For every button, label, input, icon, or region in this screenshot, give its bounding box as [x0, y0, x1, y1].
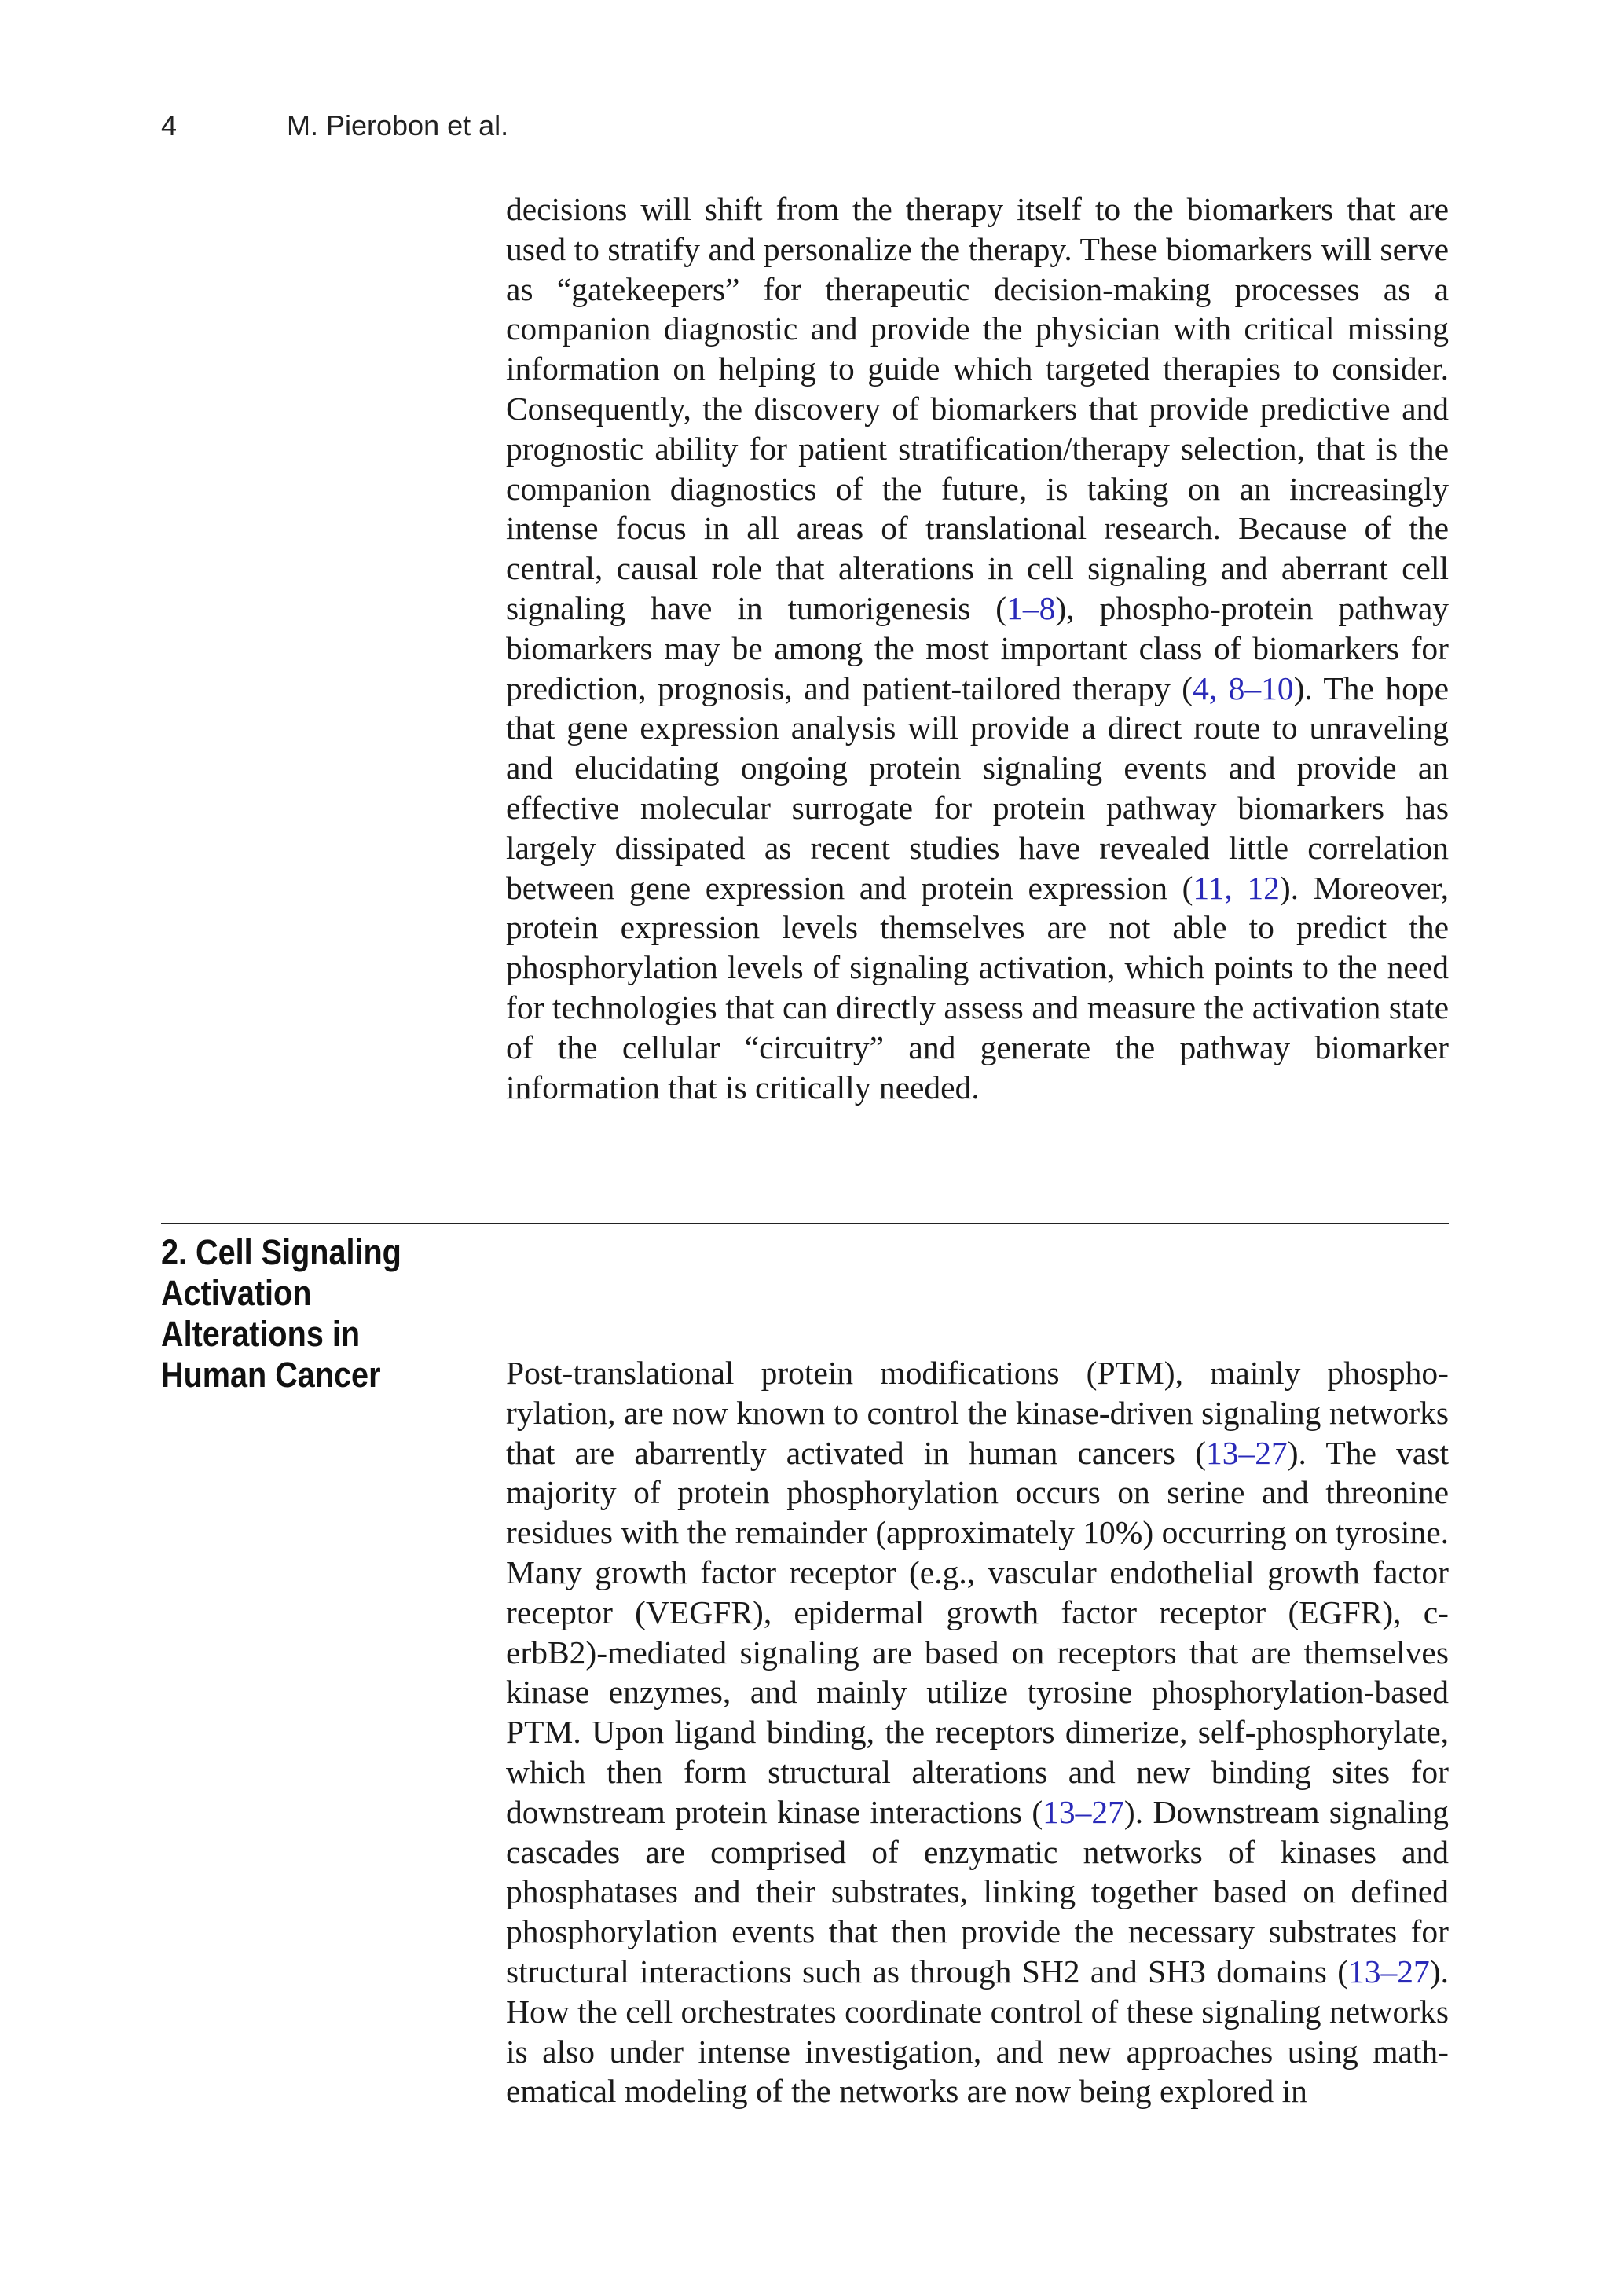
citation-link[interactable]: 13–27: [1205, 1434, 1288, 1471]
citation-link[interactable]: 13–27: [1348, 1953, 1430, 1990]
citation-link[interactable]: 4, 8–10: [1193, 669, 1294, 706]
running-head: [161, 109, 508, 142]
page-number: 4: [161, 109, 178, 141]
paragraph-text: decisions will shift from the therapy itself to the biomarkers that are used to stratify and personalize the therapy. These biomarkers will serve as “gatekeepers” for therapeutic decision-making processes as a companion diagnostic and provide the physician with critical missing information on helping to guide which targeted therapies to consider. Consequently, the discovery of biomarkers that provide predictive and prognostic ability for patient stratification/therapy selection, that is the companion diagnostics of the future, is taking on an increasingly intense focus in all areas of translational research. Because of the central, causal role that alterations in cell signaling and aberrant cell signaling have in tumorigenesis (: [506, 191, 1449, 626]
paragraph-text: ). The hope that gene expression analysis will provide a direct route to unraveling and elucidating ongoing protein signaling events and provide an effective molecular surrogate for protein pathway biomarkers has largely dissipated as recent studies have revealed little correlation between gene expression and protein expression (: [506, 669, 1450, 906]
section-divider: [161, 1223, 1449, 1224]
citation-link[interactable]: 13–27: [1043, 1793, 1124, 1830]
paragraph-cell-signaling: [506, 1353, 1449, 2111]
paragraph-text: ), phospho-protein pathway biomarkers may be among the most important class of biomarkers for prediction, prognosis, and patient-tailored therapy (: [506, 589, 1449, 706]
citation-link[interactable]: 11, 12: [1193, 869, 1280, 906]
paragraph-text: Post-translational protein modifications (PTM), mainly phosphorylation, are now known to control the kinase-driven signaling networks that are abarrently activated in human cancers (: [506, 1355, 1449, 1471]
paragraph-text: ). How the cell orchestrates coordinate control of these signaling networks is also under intense investigation, and new approaches using mathematical modeling of the networks are now being explored in: [506, 1953, 1449, 2110]
running-head-authors: M. Pierobon et al.: [287, 109, 509, 141]
citation-link[interactable]: 1–8: [1006, 589, 1056, 626]
paragraph-text: ). Moreover, protein expression levels themselves are not able to predict the phosphorylation levels of signaling activation, which points to the need for technologies that can directly assess and measure the activation state of the cellular “circuitry” and generate the pathway biomarker information that is critically needed.: [506, 869, 1449, 1106]
paragraph-text: ). Downstream signaling cascades are comprised of enzymatic networks of kinases and phosphatases and their substrates, linking together based on defined phosphorylation events that then provide the necessary substrates for structural interactions such as through SH2 and SH3 domains (: [506, 1793, 1450, 1990]
paragraph-biomarkers: [506, 189, 1449, 1107]
paragraph-text: ). The vast majority of protein phosphorylation occurs on serine and threonine residues with the remainder (approximately 10%) occurring on tyrosine. Many growth factor receptor (e.g., vascular endothelial growth factor receptor (VEGFR), epidermal growth factor receptor (EGFR), c-erbB2)-mediated signaling are based on receptors that are themselves kinase enzymes, and mainly utilize tyrosine phosphorylation-based PTM. Upon ligand binding, the receptors dimerize, self-phosphorylate, which then form structural alterations and new binding sites for downstream protein kinase interactions (: [506, 1434, 1449, 1830]
section-heading: 2. Cell Signaling Activation Alterations in Human Cancer: [161, 1232, 401, 1395]
